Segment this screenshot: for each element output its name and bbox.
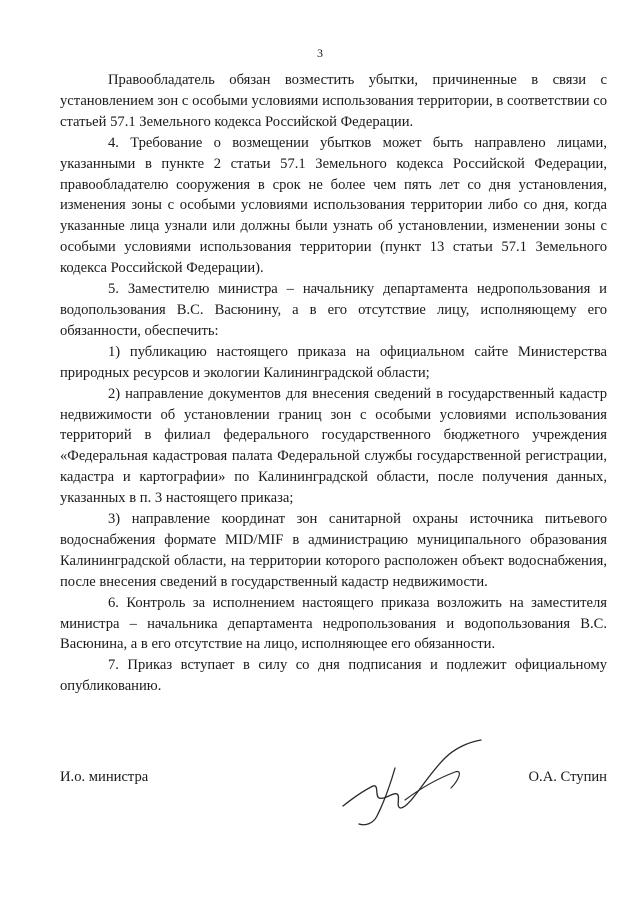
paragraph-5-item-1: 1) публикацию настоящего приказа на официальном сайте Министерства природных ресурсов и экологии Калининградской области; [60, 343, 607, 381]
paragraph-5-item-3: 3) направление координат зон санитарной охраны источника питьевого водоснабжения формате MID/MIF в администрацию муниципального образования Калининградской области, на территории которого расположен объект водоснабжения, после внесения сведений в государственный кадастр недвижимости. [60, 511, 607, 590]
paragraph-5-item-2: 2) направление документов для внесения сведений в государственный кадастр недвижимости об установлении границ зон с особыми условиями использования территорий в филиал федерального государственного бюджетного учреждения «Федеральная кадастровая палата Федеральной службы государственной регистрации, кадастра и картографии» по Калининградской области, после получения данных, указанных в п. 3 настоящего приказа; [60, 385, 607, 507]
paragraph-7: 7. Приказ вступает в силу со дня подписания и подлежит официальному опубликованию. [60, 657, 607, 695]
paragraph-4: 4. Требование о возмещении убытков может быть направлено лицами, указанными в пункте 2 статьи 57.1 Земельного кодекса Российской Федерации, правообладателю сооружения в срок не более чем пять лет со дня установления, изменения зоны с особыми условиями использования территории либо со дня, когда указанные лица узнали или должны были узнать об установлении, изменении зоны с особыми условиями использования территории (пункт 13 статьи 57.1 Земельного кодекса Российской Федерации). [60, 134, 607, 277]
document-body [60, 70, 607, 697]
paragraph-5: 5. Заместителю министра – начальнику департамента недропользования и водопользования В.С. Васюнину, а в его отсутствие лицу, исполняющему его обязанности, обеспечить: [60, 281, 607, 339]
page-number: 3 [317, 46, 323, 60]
handwritten-signature [335, 738, 485, 828]
signatory-position: И.о. министра [60, 769, 149, 785]
paragraph-6: 6. Контроль за исполнением настоящего приказа возложить на заместителя министра – начальника департамента недропользования и водопользования В.С. Васюнина, а в его отсутствие на лицо, исполняющее его обязанности. [60, 594, 607, 653]
paragraph-compensation: Правообладатель обязан возместить убытки, причиненные в связи с установлением зон с особыми условиями использования территории, в соответствии со статьей 57.1 Земельного кодекса Российской Федерации. [60, 72, 607, 130]
signatory-name: О.А. Ступин [528, 769, 607, 785]
